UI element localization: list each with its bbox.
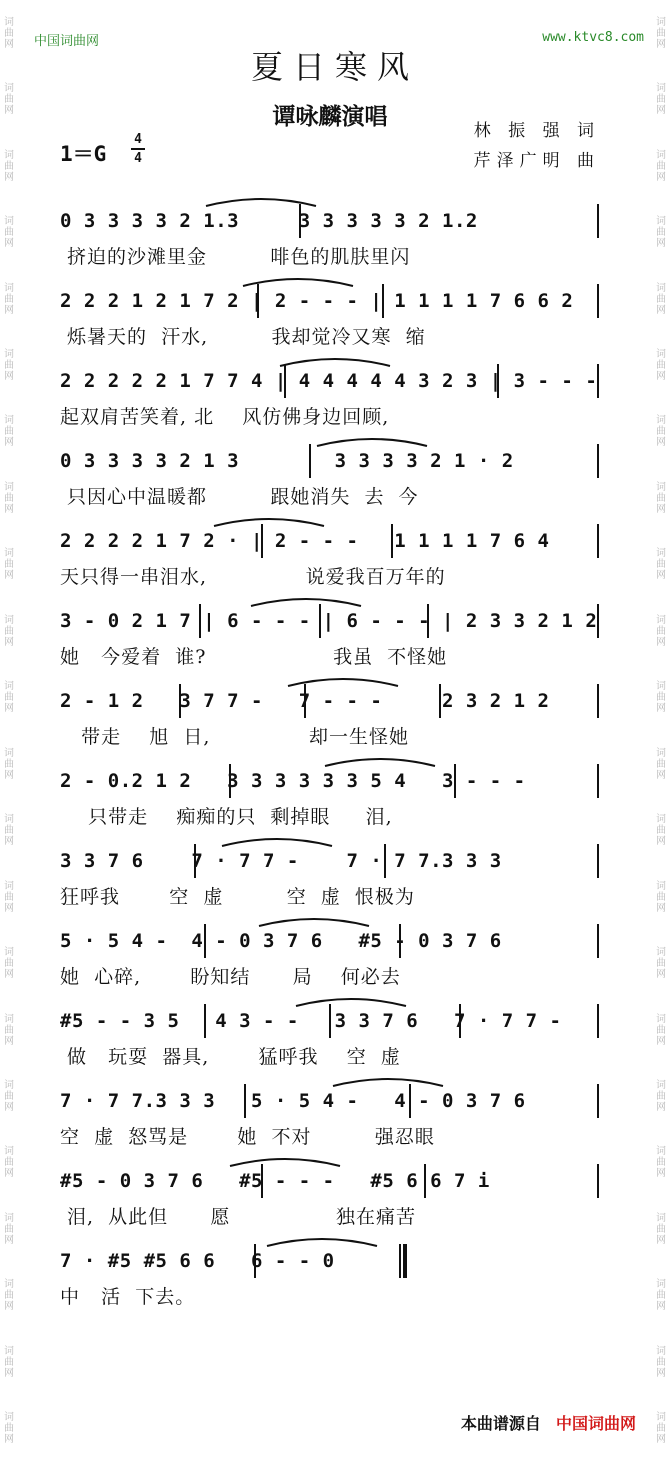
time-signature	[131, 132, 145, 166]
notation-line: 2 - 1 2 3 7 7 - 7 - - - 2 3 2 1 2	[60, 690, 550, 712]
side-glyph-group: 词 曲 网	[4, 947, 14, 981]
watermark-site-name: 中国词曲网	[34, 34, 100, 49]
side-glyph-group: 词 曲 网	[656, 1412, 666, 1446]
lyrics-line: 只带走 痴痴的只 剩掉眼 泪,	[60, 806, 393, 828]
side-glyph-group: 词 曲 网	[656, 681, 666, 715]
side-glyph-group: 词 曲 网	[656, 481, 666, 515]
side-glyph-group: 词 曲 网	[4, 348, 14, 382]
footer-site-name: 中国词曲网	[555, 1414, 636, 1433]
lyrics-line: 挤迫的沙滩里金 啡色的肌肤里闪	[60, 246, 411, 268]
side-glyph-group: 词 曲 网	[4, 614, 14, 648]
score-line	[56, 510, 606, 602]
notation-line: 0 3 3 3 3 2 1 3 3 3 3 3 2 1 · 2	[60, 450, 514, 472]
lyrics-line: 起双肩苦笑着, 北 风仿佛身边回顾,	[60, 406, 390, 428]
slur-arc	[251, 599, 361, 606]
score-line	[56, 1150, 606, 1242]
slur-arc	[222, 839, 332, 846]
side-glyph-group: 词 曲 网	[4, 880, 14, 914]
side-glyph-group: 词 曲 网	[656, 880, 666, 914]
score-line	[56, 670, 606, 762]
slur-arc	[259, 919, 369, 926]
side-glyph-group: 词 曲 网	[4, 681, 14, 715]
side-watermark-left	[2, 0, 16, 1462]
notation-line: 2 2 2 2 1 7 2 · | 2 - - - 1 1 1 1 7 6 4	[60, 530, 550, 552]
slur-arc	[333, 1079, 443, 1086]
side-glyph-group: 词 曲 网	[4, 1212, 14, 1246]
score-line	[56, 430, 606, 522]
slur-arc	[243, 279, 353, 286]
side-glyph-group: 词 曲 网	[4, 747, 14, 781]
lyrics-line: 烁暑天的 汗水, 我却觉冷又寒 缩	[60, 326, 426, 348]
side-glyph-group: 词 曲 网	[656, 83, 666, 117]
score-line	[56, 350, 606, 442]
lyrics-line: 中 活 下去。	[60, 1286, 196, 1308]
notation-line: #5 - - 3 5 4 3 - - 3 3 7 6 7 · 7 7 -	[60, 1010, 562, 1032]
notation-line: 7 · #5 #5 6 6 6 - - 0	[60, 1250, 335, 1272]
side-glyph-group: 词 曲 网	[4, 216, 14, 250]
meter-bottom: 4	[134, 151, 142, 166]
side-glyph-group: 词 曲 网	[656, 16, 666, 50]
song-title: 夏日寒风	[250, 48, 419, 86]
footer-source-label: 本曲谱源自	[460, 1414, 541, 1433]
lyrics-line: 天只得一串泪水, 说爱我百万年的	[60, 566, 446, 588]
side-glyph-group: 词 曲 网	[4, 814, 14, 848]
slur-arc	[296, 999, 406, 1006]
score-line	[56, 990, 606, 1082]
score-line	[56, 1070, 606, 1162]
notation-line: 7 · 7 7.3 3 3 5 · 5 4 - 4 - 0 3 7 6	[60, 1090, 526, 1112]
side-glyph-group: 词 曲 网	[656, 1079, 666, 1113]
notation-line: 3 3 7 6 7 · 7 7 - 7 · 7 7.3 3 3	[60, 850, 502, 872]
side-glyph-group: 词 曲 网	[4, 282, 14, 316]
slur-arc	[267, 1239, 377, 1246]
score-line	[56, 1230, 606, 1322]
watermark-url: www.ktvc8.com	[542, 30, 644, 45]
side-glyph-group: 词 曲 网	[656, 1212, 666, 1246]
lyrics-line: 狂呼我 空 虚 空 虚 恨极为	[60, 886, 415, 908]
side-glyph-group: 词 曲 网	[656, 1146, 666, 1180]
song-singer: 谭咏麟演唱	[272, 104, 388, 130]
notation-line: 2 - 0.2 1 2 3 3 3 3 3 3 5 4 3 - - -	[60, 770, 526, 792]
lyrics-line: 空 虚 怒骂是 她 不对 强忍眼	[60, 1126, 435, 1148]
score-line	[56, 190, 606, 282]
slur-arc	[214, 519, 324, 526]
meter-top: 4	[134, 132, 142, 147]
side-glyph-group: 词 曲 网	[4, 1079, 14, 1113]
side-glyph-group: 词 曲 网	[656, 348, 666, 382]
side-glyph-group: 词 曲 网	[656, 747, 666, 781]
lyrics-line: 她 今爱着 谁? 我虽 不怪她	[60, 646, 448, 668]
lyrics-line: 只因心中温暖都 跟她消失 去 今	[60, 486, 419, 508]
side-glyph-group: 词 曲 网	[4, 1279, 14, 1313]
side-glyph-group: 词 曲 网	[656, 548, 666, 582]
lyrics-line: 泪, 从此但 愿 独在痛苦	[60, 1206, 416, 1228]
slur-arc	[280, 359, 390, 366]
notation-line: 2 2 2 2 2 1 7 7 4 | 4 4 4 4 4 3 2 3 | 3 - - -	[60, 370, 598, 392]
slur-arc	[230, 1159, 340, 1166]
slur-arc	[325, 759, 435, 766]
side-watermark-right	[654, 0, 668, 1462]
side-glyph-group: 词 曲 网	[656, 947, 666, 981]
score-line	[56, 830, 606, 922]
side-glyph-group: 词 曲 网	[4, 1412, 14, 1446]
score-line	[56, 270, 606, 362]
lyricist-credit: 林 振 强 词	[473, 121, 600, 141]
notation-line: 5 · 5 4 - 4 - 0 3 7 6 #5 - 0 3 7 6	[60, 930, 502, 952]
slur-arc	[317, 439, 427, 446]
score-line	[56, 750, 606, 842]
side-glyph-group: 词 曲 网	[656, 149, 666, 183]
lyrics-line: 做 玩耍 器具, 猛呼我 空 虚	[60, 1046, 401, 1068]
notation-line: 2 2 2 1 2 1 7 2 | 2 - - - | 1 1 1 1 7 6 6 2	[60, 290, 574, 312]
notation-line: #5 - 0 3 7 6 #5 - - - #5 6 6 7 i	[60, 1170, 490, 1192]
side-glyph-group: 词 曲 网	[4, 415, 14, 449]
side-glyph-group: 词 曲 网	[656, 1013, 666, 1047]
side-glyph-group: 词 曲 网	[4, 1146, 14, 1180]
side-glyph-group: 词 曲 网	[656, 1345, 666, 1379]
side-glyph-group: 词 曲 网	[4, 83, 14, 117]
notation-line: 3 - 0 2 1 7 | 6 - - - | 6 - - - | 2 3 3 2 1 2	[60, 610, 598, 632]
key-signature: 1＝G	[60, 142, 107, 166]
side-glyph-group: 词 曲 网	[656, 415, 666, 449]
lyrics-line: 带走 旭 日, 却一生怪她	[60, 726, 409, 748]
side-glyph-group: 词 曲 网	[656, 614, 666, 648]
side-glyph-group: 词 曲 网	[4, 149, 14, 183]
side-glyph-group: 词 曲 网	[656, 1279, 666, 1313]
composer-credit: 芹泽广明 曲	[473, 151, 600, 171]
side-glyph-group: 词 曲 网	[4, 16, 14, 50]
side-glyph-group: 词 曲 网	[4, 1013, 14, 1047]
side-glyph-group: 词 曲 网	[656, 216, 666, 250]
side-glyph-group: 词 曲 网	[656, 814, 666, 848]
score-line	[56, 590, 606, 682]
side-glyph-group: 词 曲 网	[656, 282, 666, 316]
score-line	[56, 910, 606, 1002]
side-glyph-group: 词 曲 网	[4, 548, 14, 582]
side-glyph-group: 词 曲 网	[4, 1345, 14, 1379]
footer-source	[461, 1411, 636, 1434]
side-glyph-group: 词 曲 网	[4, 481, 14, 515]
lyrics-line: 她 心碎, 盼知结 局 何必去	[60, 966, 401, 988]
notation-line: 0 3 3 3 3 2 1.3 3 3 3 3 3 2 1.2	[60, 210, 478, 232]
